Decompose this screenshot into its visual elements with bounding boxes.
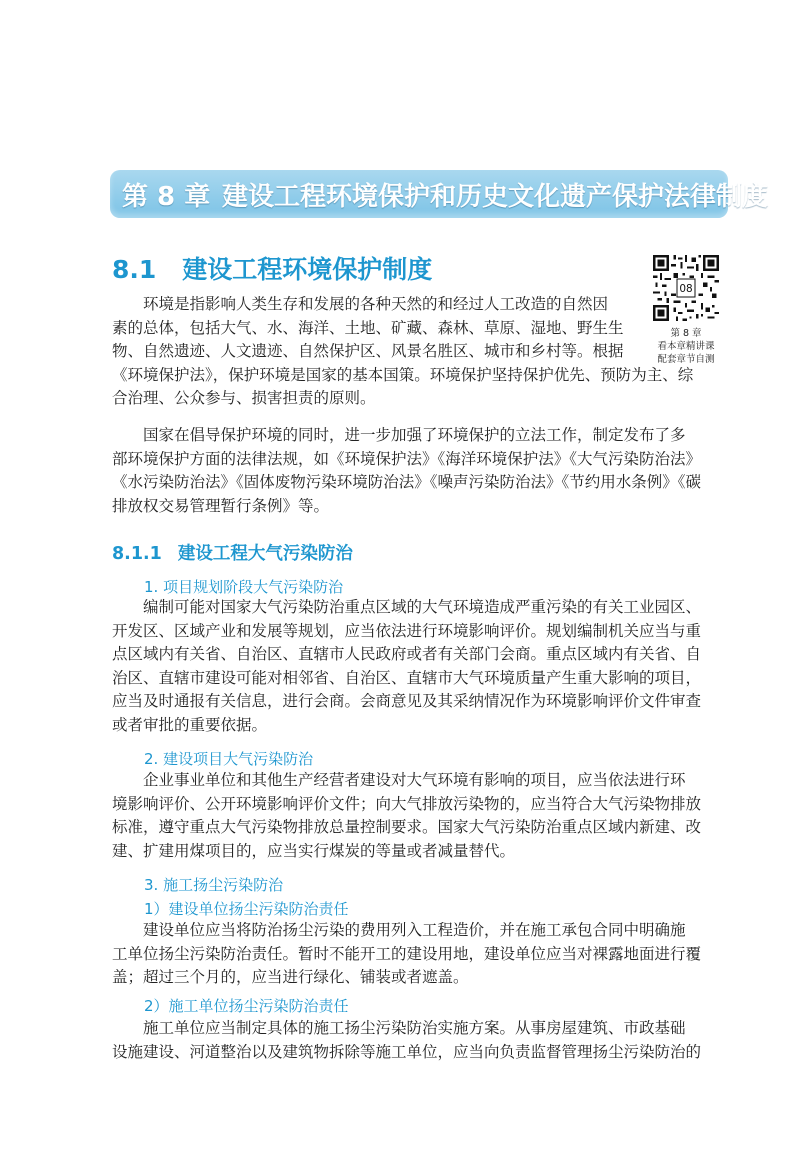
text-line: 标准，遵守重点大气污染物排放总量控制要求。国家大气污染防治重点区域内新建、改 — [112, 818, 702, 836]
qr-caption-line: 第 8 章 — [670, 328, 702, 339]
heading-dust-control: 3. 施工扬尘污染防治 — [144, 876, 284, 894]
text-line: 部环境保护方面的法律法规，如《环境保护法》《海洋环境保护法》《大气污染防治法》 — [112, 449, 702, 468]
heading-contractor-responsibility: 2）施工单位扬尘污染防治责任 — [144, 997, 349, 1015]
text-line: 《水污染防治法》《固体废物污染环境防治法》《噪声污染防治法》《节约用水条例》《碳 — [112, 473, 702, 491]
text-line: 建设单位应当将防治扬尘污染的费用列入工程造价，并在施工承包合同中明确施 — [112, 921, 686, 939]
qr-badge: 08 — [679, 282, 693, 295]
subsection-title: 建设工程大气污染防治 — [177, 544, 353, 564]
subsection-heading — [112, 540, 353, 565]
text-line: 编制可能对国家大气污染防治重点区域的大气环境造成严重污染的有关工业园区、 — [112, 598, 702, 616]
chapter-banner — [110, 170, 769, 218]
section-number: 8.1 — [112, 255, 157, 284]
paragraph-construction-project — [112, 769, 701, 863]
paragraph-builder-responsibility — [112, 919, 701, 990]
text-line: 《环境保护法》，保护环境是国家的基本国策。环境保护坚持保护优先、预防为主、综 — [112, 365, 694, 384]
text-line: 素的总体，包括大气、水、海洋、土地、矿藏、森林、草原、湿地、野生生 — [112, 318, 624, 337]
paragraph-contractor-responsibility — [112, 1017, 701, 1064]
text-line: 应当及时通报有关信息，进行会商。会商意见及其采纳情况作为环境影响评价文件审查 — [112, 692, 702, 710]
intro-paragraph-2 — [112, 424, 701, 518]
heading-builder-responsibility: 1）建设单位扬尘污染防治责任 — [144, 900, 349, 918]
text-line: 设施建设、河道整治以及建筑物拆除等施工单位，应当向负责监督管理扬尘污染防治的 — [112, 1042, 702, 1061]
text-line: 盖；超过三个月的，应当进行绿化、铺装或者遮盖。 — [112, 968, 469, 986]
text-line: 工单位扬尘污染防治责任。暂时不能开工的建设用地，建设单位应当对裸露地面进行覆 — [112, 944, 702, 963]
heading-planning-stage: 1. 项目规划阶段大气污染防治 — [144, 578, 344, 596]
section-heading — [112, 250, 432, 286]
text-line: 合治理、公众参与、损害担责的原则。 — [112, 389, 376, 407]
text-line: 排放权交易管理暂行条例》等。 — [112, 496, 330, 515]
chapter-number: 第 8 章 — [122, 182, 211, 212]
qr-caption-line: 配套章节自测 — [657, 354, 715, 365]
paragraph-planning — [112, 596, 701, 737]
intro-paragraph-1 — [112, 293, 693, 411]
text-line: 开发区、区域产业和发展等规划，应当依法进行环境影响评价。规划编制机关应当与重 — [112, 621, 702, 640]
qr-caption-line: 看本章精讲课 — [657, 341, 715, 352]
chapter-title: 建设工程环境保护和历史文化遗产保护法律制度 — [222, 182, 769, 212]
text-line: 或者审批的重要依据。 — [112, 715, 268, 734]
text-line: 物、自然遗迹、人文遗迹、自然保护区、风景名胜区、城市和乡村等。根据 — [112, 342, 624, 360]
heading-construction-project: 2. 建设项目大气污染防治 — [144, 750, 314, 768]
text-line: 环境是指影响人类生存和发展的各种天然的和经过人工改造的自然因 — [112, 295, 609, 313]
section-title: 建设工程环境保护制度 — [182, 255, 433, 284]
text-line: 施工单位应当制定具体的施工扬尘污染防治实施方案。从事房屋建筑、市政基础 — [112, 1019, 686, 1037]
text-line: 企业事业单位和其他生产经营者建设对大气环境有影响的项目，应当依法进行环 — [112, 771, 686, 789]
text-line: 境影响评价、公开环境影响评价文件；向大气排放污染物的，应当符合大气污染物排放 — [112, 794, 702, 813]
subsection-number: 8.1.1 — [112, 544, 162, 564]
text-line: 建、扩建用煤项目的，应当实行煤炭的等量或者减量替代。 — [112, 841, 516, 860]
text-line: 治区、直辖市建设可能对相邻省、自治区、直辖市大气环境质量产生重大影响的项目， — [112, 668, 702, 687]
text-line: 国家在倡导保护环境的同时，进一步加强了环境保护的立法工作，制定发布了多 — [112, 426, 686, 444]
text-line: 点区域内有关省、自治区、直辖市人民政府或者有关部门会商。重点区域内有关省、自 — [112, 645, 702, 663]
